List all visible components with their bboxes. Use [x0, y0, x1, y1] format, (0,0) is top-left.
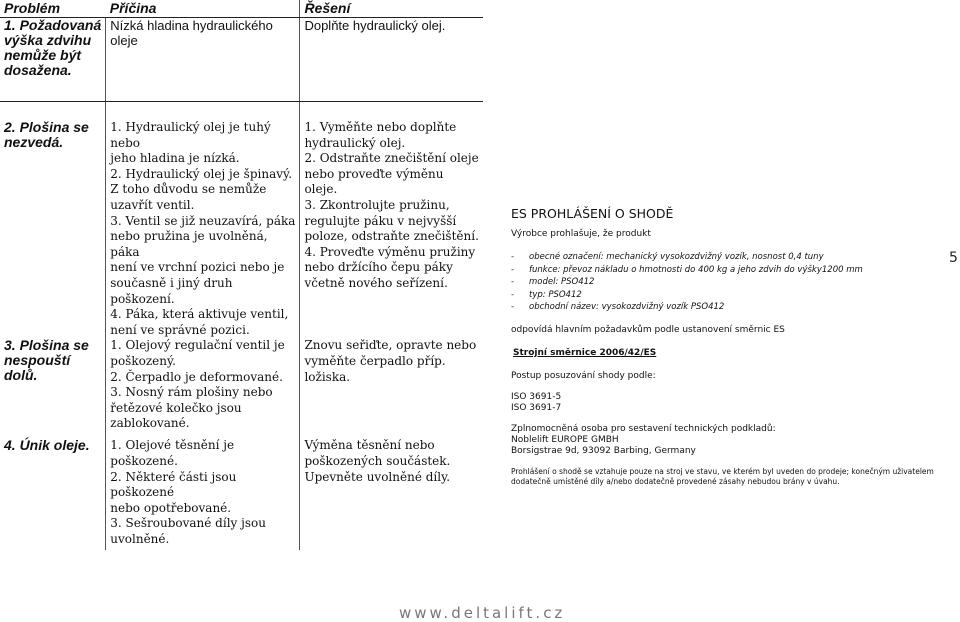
troubleshooting-table [0, 0, 483, 550]
table-row [0, 338, 483, 436]
cause-cell [106, 118, 300, 338]
problem-cell [0, 338, 106, 436]
solution-line: 2. Odstraňte znečištění oleje [304, 151, 479, 166]
problem-line: 1. Požadovaná [4, 17, 102, 33]
standard: ISO 3691-5 [511, 391, 562, 402]
solution-cell [300, 436, 483, 550]
page-number: 5 [949, 250, 958, 266]
cause-cell [106, 436, 300, 550]
problem-line: 4. Únik oleje. [4, 437, 90, 454]
row-spacer [0, 102, 483, 119]
cause-line: uvolněné. [110, 531, 170, 546]
cause-line: 1. Olejové těsnění je [110, 438, 235, 453]
directive: Strojní směrnice 2006/42/ES [513, 347, 657, 358]
problem-line: 2. Plošina se [4, 119, 89, 135]
cause-line: poškozené [110, 485, 175, 500]
cause-line: oleje [110, 33, 138, 48]
solution-line: včetně nového seřízení. [304, 275, 448, 290]
header-solution: Řešení [300, 0, 483, 18]
cause-line: 2. Čerpadlo je deformované. [110, 369, 283, 384]
list-item: - model: PSO412 [511, 277, 595, 287]
cause-line: 3. Sešroubované díly jsou [110, 516, 266, 531]
solution-line: poškozených součástek. [304, 453, 451, 468]
solution-line: 3. Zkontrolujte pružinu, [304, 197, 450, 212]
representative-address: Borsigstrae 9d, 93092 Barbing, Germany [511, 445, 696, 456]
solution-line: Upevněte uvolněné díly. [304, 469, 451, 484]
solution-line: ložiska. [304, 369, 351, 384]
standard: ISO 3691-7 [511, 402, 562, 413]
cause-line: není ve správné pozici. [110, 322, 250, 337]
note-line: Prohlášení o shodě se vztahuje pouze na stroj ve stavu, ve kterém byl uveden do prodeje; konečným uživatelem [511, 466, 934, 476]
declaration-note [511, 466, 934, 488]
cause-line: nebo [110, 135, 141, 150]
solution-cell [300, 338, 483, 436]
solution-line: nebo proveďte výměnu [304, 166, 444, 181]
product-item: model: PSO412 [529, 277, 595, 287]
cause-line: nebo pružina je uvolněná, [110, 229, 268, 244]
cause-line: poškozený. [110, 353, 176, 368]
declaration-of-conformity [511, 206, 934, 488]
list-item: - typ: PSO412 [511, 289, 582, 300]
cause-line: 1. Hydraulický olej je tuhý [110, 120, 271, 134]
solution-cell [300, 18, 483, 102]
solution-line: oleje. [304, 182, 338, 197]
problem-line: nezvedá. [4, 134, 64, 150]
representative-name: Noblelift EUROPE GMBH [511, 434, 619, 445]
solution-line: 4. Proveďte výměnu pružiny [304, 244, 476, 259]
solution-line: poloze, odstraňte znečištění. [304, 229, 479, 244]
note-line: dodatečně umístěné díly a/nebo dodatečně provedené zásahy nebudou brány v úvahu. [511, 477, 840, 486]
cause-line: jeho hladina je nízká. [110, 151, 240, 166]
declaration-title: ES PROHLÁŠENÍ O SHODĚ [511, 206, 674, 221]
cause-line: uzavřít ventil. [110, 197, 195, 212]
solution-line: vyměňte čerpadlo příp. [304, 353, 446, 368]
cause-line: 3. Nosný rám plošiny nebo [110, 385, 273, 400]
problem-cell [0, 436, 106, 550]
problem-line: dolů. [4, 367, 38, 384]
declaration-intro: Výrobce prohlašuje, že produkt [511, 229, 651, 239]
problem-cell [0, 18, 106, 102]
cause-line: nebo opotřebované. [110, 500, 232, 515]
cause-line: 2. Hydraulický olej je špinavý. [110, 166, 293, 181]
cause-line: současně i jiný druh [110, 275, 233, 290]
cause-line: poškození. [110, 291, 175, 306]
cause-line: zablokované. [110, 416, 190, 431]
table-row [0, 18, 483, 102]
table-header-row [0, 0, 483, 18]
problem-line: výška zdvihu [4, 32, 92, 48]
solution-line: nebo držícího čepu páky [304, 260, 453, 275]
solution-line: hydraulický olej. [304, 135, 406, 150]
cause-cell [106, 18, 300, 102]
list-item: - obecné označení: mechanický vysokozdvižný vozík, nosnost 0,4 tuny [511, 252, 824, 262]
assessment-procedure: Postup posuzování shody podle: [511, 370, 656, 381]
solution-line: regulujte páku v nejvyšší [304, 213, 457, 228]
cause-line: 2. Některé části jsou [110, 469, 237, 484]
solution-line: 1. Vyměňte nebo doplňte [304, 120, 457, 134]
table-row [0, 118, 483, 338]
header-problem: Problém [0, 0, 106, 18]
product-item: obecné označení: mechanický vysokozdvižný vozík, nosnost 0,4 tuny [529, 252, 824, 262]
cause-line: není ve vrchní pozici nebo je [110, 260, 285, 275]
cause-line: 3. Ventil se již neuzavírá, páka [110, 213, 296, 228]
solution-line: Znovu seřiďte, opravte nebo [304, 338, 477, 353]
table-row [0, 436, 483, 550]
conformity-statement: odpovídá hlavním požadavkům podle ustanovení směrnic ES [511, 324, 785, 335]
representative-label: Zplnomocněná osoba pro sestavení technických podkladů: [511, 423, 776, 434]
cause-line: Z toho důvodu se nemůže [110, 182, 267, 197]
cause-line: 4. Páka, která aktivuje ventil, [110, 307, 289, 322]
cause-line: Nízká hladina hydraulického [110, 18, 273, 33]
problem-cell [0, 118, 106, 338]
solution-cell [300, 118, 483, 338]
list-item: - obchodní název: vysokozdvižný vozík PSO412 [511, 302, 725, 312]
product-item: funkce: převoz nákladu o hmotnosti do 400 kg a jeho zdvih do výšky1200 mm [529, 264, 863, 275]
product-item: obchodní název: vysokozdvižný vozík PSO412 [529, 302, 725, 312]
product-item: typ: PSO412 [529, 289, 582, 300]
cause-line: řetězové kolečko jsou [110, 400, 242, 415]
cause-cell [106, 338, 300, 436]
problem-line: nespouští [4, 352, 71, 369]
solution-line: Výměna těsnění nebo [304, 438, 435, 453]
problem-line: 3. Plošina se [4, 337, 89, 354]
cause-line: páka [110, 244, 140, 259]
solution-line: Doplňte hydraulický olej. [304, 18, 446, 33]
cause-line: poškozené. [110, 453, 178, 468]
list-item: - funkce: převoz nákladu o hmotnosti do 400 kg a jeho zdvih do výšky1200 mm [511, 264, 863, 275]
product-list [511, 251, 931, 314]
problem-line: dosažena. [4, 62, 72, 78]
footer-website: www.deltalift.cz [399, 604, 566, 622]
header-cause: Příčina [106, 0, 300, 18]
problem-line: nemůže být [4, 47, 82, 63]
cause-line: 1. Olejový regulační ventil je [110, 338, 285, 353]
